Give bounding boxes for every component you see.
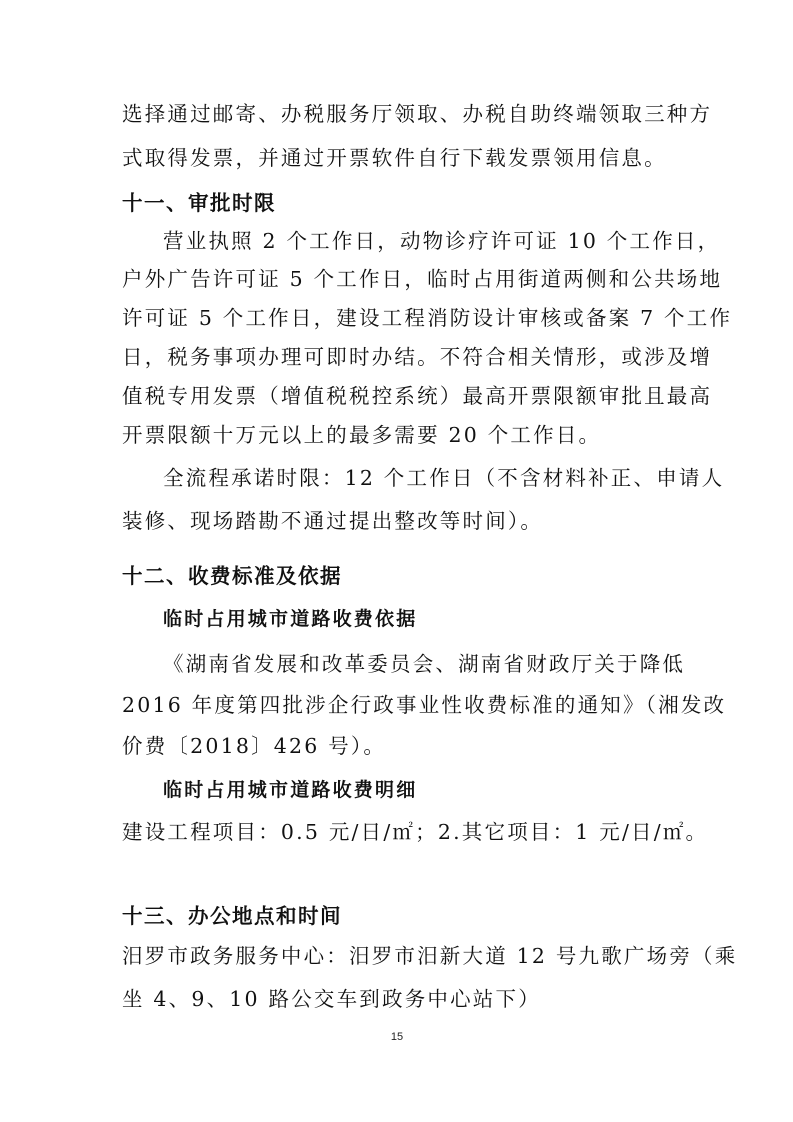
section-heading-11: 十一、审批时限: [122, 191, 276, 215]
paragraph-line: 汨罗市政务服务中心：汨罗市汨新大道 12 号九歌广场旁（乘: [122, 944, 738, 968]
paragraph-line: 2016 年度第四批涉企行政事业性收费标准的通知》（湘发改: [122, 693, 727, 717]
paragraph-line: 值税专用发票（增值税税控系统）最高开票限额审批且最高: [122, 384, 713, 408]
intro-line-2: 式取得发票，并通过开票软件自行下载发票领用信息。: [122, 146, 667, 170]
section-heading-12: 十二、收费标准及依据: [122, 564, 342, 588]
paragraph-line: 户外广告许可证 5 个工作日，临时占用街道两侧和公共场地: [122, 267, 723, 291]
intro-line-1: 选择通过邮寄、办税服务厅领取、办税自助终端领取三种方: [122, 102, 713, 126]
paragraph-line: 价费〔2018〕426 号）。: [122, 734, 387, 758]
paragraph-line: 坐 4、9、10 路公交车到政务中心站下）: [122, 987, 541, 1011]
paragraph-line: 开票限额十万元以上的最多需要 20 个工作日。: [122, 423, 602, 447]
page-number: 15: [390, 1031, 404, 1043]
paragraph-line: 装修、现场踏勘不通过提出整改等时间）。: [122, 509, 544, 533]
paragraph-line: 《湖南省发展和改革委员会、湖南省财政厅关于降低: [163, 652, 686, 676]
fee-detail-line: 建设工程项目：0.5 元/日/㎡；2.其它项目：1 元/日/㎡。: [122, 820, 709, 844]
paragraph-line: 许可证 5 个工作日，建设工程消防设计审核或备案 7 个工作: [122, 306, 733, 330]
section-heading-13: 十三、办公地点和时间: [122, 904, 342, 928]
paragraph-line: 全流程承诺时限：12 个工作日（不含材料补正、申请人: [163, 466, 725, 490]
subheading-fee-details: 临时占用城市道路收费明细: [163, 779, 418, 801]
paragraph-line: 日，税务事项办理可即时办结。不符合相关情形，或涉及增: [122, 345, 713, 369]
subheading-fee-basis: 临时占用城市道路收费依据: [163, 608, 418, 630]
paragraph-line: 营业执照 2 个工作日，动物诊疗许可证 10 个工作日，: [163, 229, 721, 253]
